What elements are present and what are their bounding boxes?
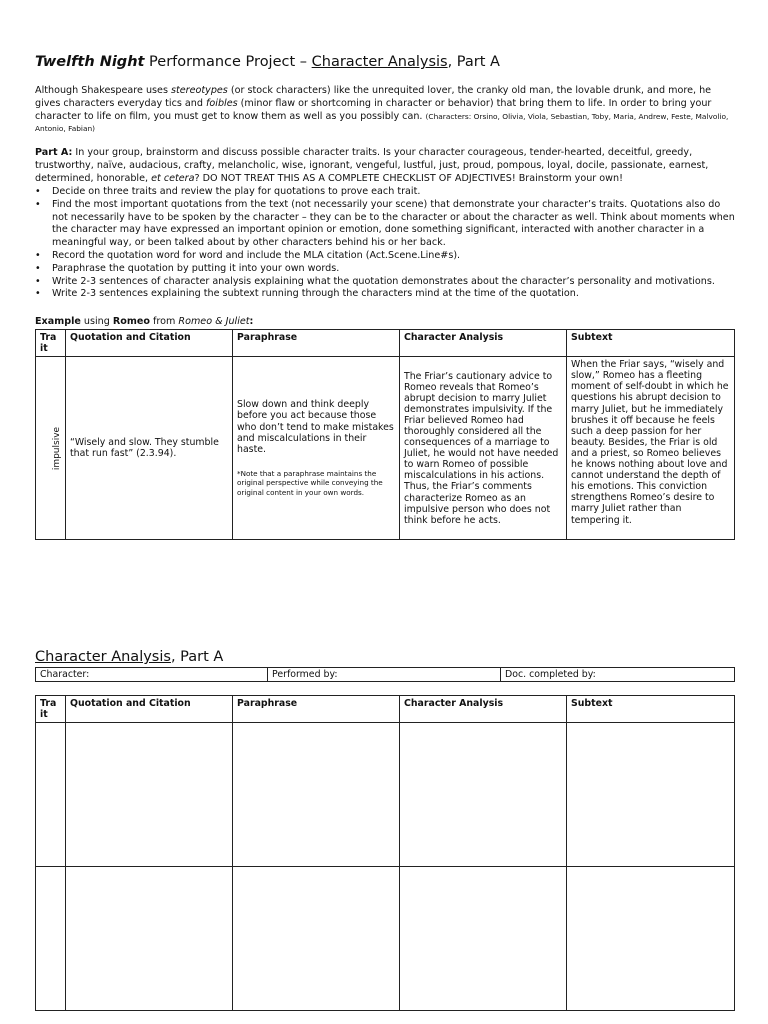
- intro-term-foibles: foibles: [206, 97, 238, 109]
- title-play-name: Twelfth Night: [35, 54, 145, 70]
- trait-value: impulsive: [52, 427, 63, 471]
- section-title: [35, 649, 223, 665]
- instruction-item: • Record the quotation word for word and include the MLA citation (Act.Scene.Line#s).: [35, 250, 735, 263]
- example-from: from: [149, 316, 179, 327]
- column-header-quotation: Quotation and Citation: [66, 330, 233, 357]
- trait-cell[interactable]: [36, 723, 66, 867]
- instruction-item: • Paraphrase the quotation by putting it into your own words.: [35, 263, 735, 276]
- example-label: Example: [35, 316, 81, 327]
- intro-term-stereotypes: stereotypes: [171, 85, 228, 96]
- column-header-subtext: Subtext: [567, 696, 735, 723]
- intro-paragraph: [35, 85, 735, 136]
- performed-by-field[interactable]: Performed by:: [268, 668, 501, 682]
- column-header-analysis: Character Analysis: [400, 696, 567, 723]
- paraphrase-cell: [233, 357, 400, 540]
- page-title: [35, 54, 500, 70]
- section-title-end: , Part A: [170, 649, 224, 665]
- analysis-cell: The Friar’s cautionary advice to Romeo reveals that Romeo’s abrupt decision to marry Juliet demonstrates impulsivity. If the Friar believed Romeo had thoroughly considered all the consequences of a marriage to Juliet, he would not have needed to warn Romeo of possible miscalculations in his actions. Thus, the Friar’s comments characterize Romeo as an impulsive person who does not think before he acts.: [400, 357, 567, 540]
- part-a-text-2: ? DO NOT TREAT THIS AS A COMPLETE CHECKLIST OF ADJECTIVES! Brainstorm your own!: [194, 172, 623, 184]
- example-table: [35, 329, 735, 540]
- info-row: [36, 668, 735, 682]
- column-header-trait: Tra it: [36, 696, 66, 723]
- part-a-text-1: In your group, brainstorm and discuss possible character traits. Is your character courageous, tender-hearted, deceitful, greedy, trustworthy, naïve, audacious, crafty, melancholic, wise, ignorant, vengeful, lustful, just, proud, pompous, loyal, docile, passionate, earnest, determined, honorable,: [35, 147, 709, 184]
- character-field[interactable]: Character:: [36, 668, 268, 682]
- example-row: [36, 357, 735, 540]
- column-header-paraphrase: Paraphrase: [233, 330, 400, 357]
- instruction-item: • Write 2-3 sentences explaining the subtext running through the characters mind at the time of the quotation.: [35, 288, 735, 301]
- column-header-subtext: Subtext: [567, 330, 735, 357]
- doc-completed-by-field[interactable]: Doc. completed by:: [501, 668, 735, 682]
- intro-text-1: Although Shakespeare uses: [35, 85, 171, 96]
- quotation-cell[interactable]: [66, 723, 233, 867]
- title-underlined: Character Analysis: [311, 54, 448, 70]
- intro-text-2: (or stock characters) like the unrequited lover, the cranky old man, the lovable drunk, and more, he gives characters everyday tics and: [35, 85, 712, 109]
- column-header-paraphrase: Paraphrase: [233, 696, 400, 723]
- column-header-analysis: Character Analysis: [400, 330, 567, 357]
- intro-text-3: (minor flaw or shortcoming in character or behavior) that bring them to life. In order to bring your character to life on film, you must get to know them as well as you possibly can.: [35, 97, 712, 122]
- paraphrase-note: *Note that a paraphrase maintains the original perspective while conveying the original content in your own words.: [237, 468, 383, 497]
- subtext-cell[interactable]: [567, 867, 735, 1011]
- table-row: [36, 723, 735, 867]
- instruction-item: • Decide on three traits and review the play for quotations to prove each trait.: [35, 186, 735, 199]
- analysis-cell[interactable]: [400, 867, 567, 1011]
- part-a-et-cetera: et cetera: [151, 172, 195, 184]
- part-a-paragraph: [35, 147, 735, 185]
- column-header-trait: Tra it: [36, 330, 66, 357]
- subtext-cell: When the Friar says, “wisely and slow,” Romeo has a fleeting moment of self-doubt in which he questions his abrupt decision to marry Juliet, but he immediately brushes it off because he feels such a deep passion for her beauty. Besides, the Friar is old and a priest, so Romeo believes he knows nothing about love and cannot understand the depth of his emotions. This conviction strengthens Romeo’s desire to marry Juliet rather than tempering it.: [567, 357, 735, 540]
- example-using: using: [80, 316, 113, 327]
- table-header-row: [36, 696, 735, 723]
- example-colon: :: [249, 316, 254, 327]
- section-title-underlined: Character Analysis: [35, 649, 171, 665]
- instruction-list: [35, 186, 735, 301]
- example-play: Romeo & Juliet: [178, 316, 250, 327]
- analysis-cell[interactable]: [400, 723, 567, 867]
- subtext-cell[interactable]: [567, 723, 735, 867]
- character-list: (Characters: Orsino, Olivia, Viola, Sebastian, Toby, Maria, Andrew, Feste, Malvolio, Antonio, Fabian): [35, 111, 729, 134]
- quotation-cell[interactable]: [66, 867, 233, 1011]
- example-heading: [35, 316, 253, 327]
- worksheet-table: [35, 695, 735, 1011]
- quotation-cell: “Wisely and slow. They stumble that run fast” (2.3.94).: [66, 357, 233, 540]
- column-header-quotation: Quotation and Citation: [66, 696, 233, 723]
- title-end: , Part A: [447, 54, 500, 70]
- table-header-row: [36, 330, 735, 357]
- paraphrase-cell[interactable]: [233, 867, 400, 1011]
- part-a-label: Part A:: [35, 147, 73, 158]
- trait-cell: [36, 357, 66, 540]
- paraphrase-text: Slow down and think deeply before you act because those who don’t tend to make mistakes and miscalculations in their haste.: [237, 399, 394, 455]
- title-mid: Performance Project –: [144, 54, 312, 70]
- example-character: Romeo: [112, 316, 150, 327]
- instruction-item: • Find the most important quotations from the text (not necessarily your scene) that demonstrate your character’s traits. Quotations also do not necessarily have to be spoken by the character – they can be to the character or about the character as well. Think about moments when the character may have expressed an important opinion or emotion, done something significant, interacted with another character in a meaningful way, or been talked about by other characters behind his or her back.: [35, 199, 735, 250]
- info-table: [35, 667, 735, 682]
- paraphrase-cell[interactable]: [233, 723, 400, 867]
- trait-cell[interactable]: [36, 867, 66, 1011]
- instruction-item: • Write 2-3 sentences of character analysis explaining what the quotation demonstrates about the character’s personality and motivations.: [35, 276, 735, 289]
- table-row: [36, 867, 735, 1011]
